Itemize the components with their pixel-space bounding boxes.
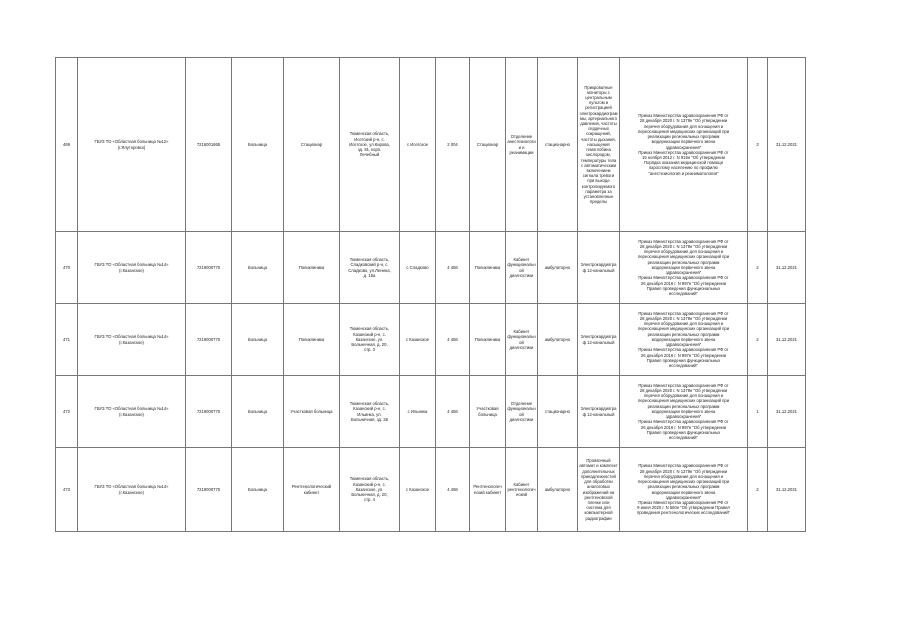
- cell-care-form: [538, 58, 578, 232]
- cell-facility-type: [232, 376, 284, 448]
- row-number-text: 470: [63, 264, 70, 270]
- structural-unit-text: Участковая больница: [290, 408, 333, 414]
- cell-quantity: [748, 304, 768, 376]
- cell-organization-name: [78, 376, 186, 448]
- row-number-text: 472: [63, 408, 70, 414]
- inn-code-text: 7219000770: [196, 408, 221, 414]
- inn-code-text: 7219000770: [196, 264, 221, 270]
- quantity-text: 1: [756, 408, 759, 414]
- cell-quantity: [748, 448, 768, 532]
- table-row: [56, 376, 806, 448]
- cell-quantity: [748, 58, 768, 232]
- settlement-text: с Исетское: [406, 141, 429, 147]
- cell-structural-unit: [284, 376, 340, 448]
- facility-type-text: Больница: [248, 141, 267, 147]
- cell-row-number: [56, 304, 78, 376]
- cell-department: [506, 58, 538, 232]
- cell-settlement: [400, 448, 436, 532]
- cell-row-number: [56, 376, 78, 448]
- cell-organization-name: [78, 304, 186, 376]
- cell-subunit: [470, 376, 506, 448]
- inn-code-text: 7219000770: [196, 486, 221, 492]
- cell-subunit: [470, 304, 506, 376]
- settlement-text: с Ильинка: [407, 408, 428, 414]
- cell-equipment-name: [578, 304, 620, 376]
- cell-subunit: [470, 232, 506, 304]
- organization-name-text: ГБУЗ ТО «Областная больница №14» (г.Казанское): [94, 334, 169, 345]
- organization-name-text: ГБУЗ ТО «Областная больница №14» (г.Казанское): [94, 484, 169, 495]
- cell-inn-code: [186, 448, 232, 532]
- facility-type-text: Больница: [248, 264, 267, 270]
- department-text: Отделение анестезиологи и и реанимации: [507, 134, 536, 155]
- cell-equipment-name: [578, 58, 620, 232]
- care-form-text: амбулаторно: [544, 336, 571, 342]
- equipment-name-text: Прикроватные мониторы с центральным пультом и регистрацией электрокардиограм мы, артериального давления, частоты сердечных сокращений, частоты дыхания, насыщения гемоглобина кислородом, температуры тела с автоматическим включением сигнала тревоги при выходе контролируемого параметра за установленные пределы: [579, 84, 618, 205]
- cell-quantity: [748, 376, 768, 448]
- cell-equipment-name: [578, 376, 620, 448]
- address-text: Тюменская область, Сладковский р-н, с. Сладково, ул.Ленина, д. 15а: [348, 257, 391, 278]
- cell-organization-name: [78, 58, 186, 232]
- cell-structural-unit: [284, 58, 340, 232]
- deadline-date-text: 31.12.2021: [776, 486, 797, 492]
- department-text: Кабинет рентгенологич еский: [507, 481, 536, 498]
- subunit-text: Рентгенологич еский кабинет: [473, 484, 502, 495]
- population-text: 4 468: [447, 408, 458, 414]
- cell-population: [436, 376, 470, 448]
- settlement-text: с Казанское: [405, 336, 430, 342]
- cell-inn-code: [186, 232, 232, 304]
- cell-equipment-name: [578, 232, 620, 304]
- deadline-date-text: 31.12.2021: [776, 336, 797, 342]
- cell-deadline-date: [768, 376, 806, 448]
- cell-population: [436, 58, 470, 232]
- row-number-text: 471: [63, 336, 70, 342]
- population-text: 4 468: [447, 486, 458, 492]
- cell-settlement: [400, 232, 436, 304]
- regulatory-docs-text: Приказ Министерства здравоохранения РФ от 28 декабря 2020 г. N 1379н "Об утверждении перечня оборудования для оснащения и переоснащения медицинских организаций при реализации региональных программ модернизации первичного звена здравоохранения" Приказ Министерства здравоохранения РФ от 26 декабря 2016 г. N 997н "Об утверждении Правил проведения функциональных исследований": [637, 310, 730, 368]
- organization-name-text: ГБУЗ ТО «Областная больница №12» (г.Ялуторовск): [94, 139, 169, 150]
- cell-department: [506, 304, 538, 376]
- inn-code-text: 7216001665: [196, 141, 221, 147]
- cell-subunit: [470, 448, 506, 532]
- cell-row-number: [56, 448, 78, 532]
- cell-regulatory-docs: [620, 376, 748, 448]
- cell-deadline-date: [768, 448, 806, 532]
- cell-row-number: [56, 232, 78, 304]
- row-number-text: 473: [63, 486, 70, 492]
- cell-regulatory-docs: [620, 58, 748, 232]
- cell-row-number: [56, 58, 78, 232]
- population-text: 4 468: [447, 264, 458, 270]
- cell-regulatory-docs: [620, 304, 748, 376]
- cell-inn-code: [186, 304, 232, 376]
- cell-quantity: [748, 232, 768, 304]
- structural-unit-text: Поликлиника: [298, 264, 325, 270]
- facility-type-text: Больница: [248, 408, 267, 414]
- department-text: Кабинет функциональн ой диагностики: [507, 257, 536, 278]
- care-form-text: амбулаторно: [544, 486, 571, 492]
- department-text: Кабинет функциональн ой диагностики: [507, 329, 536, 350]
- cell-inn-code: [186, 58, 232, 232]
- cell-deadline-date: [768, 304, 806, 376]
- equipment-name-text: Электрокардиогра ф 12-канальный: [580, 262, 617, 273]
- quantity-text: 2: [756, 264, 759, 270]
- care-form-text: стационарно: [545, 408, 570, 414]
- quantity-text: 2: [756, 486, 759, 492]
- organization-name-text: ГБУЗ ТО «Областная больница №14» (г.Казанское): [94, 262, 169, 273]
- cell-address: [340, 58, 400, 232]
- cell-organization-name: [78, 232, 186, 304]
- quantity-text: 2: [756, 336, 759, 342]
- care-form-text: стационарно: [545, 141, 570, 147]
- deadline-date-text: 31.12.2021: [776, 141, 797, 147]
- equipment-name-text: Электрокардиогра ф 12-канальный: [580, 406, 617, 417]
- cell-facility-type: [232, 232, 284, 304]
- cell-facility-type: [232, 304, 284, 376]
- settlement-text: с Казанское: [405, 486, 430, 492]
- cell-facility-type: [232, 448, 284, 532]
- subunit-text: Участковая больница: [476, 406, 499, 417]
- facility-type-text: Больница: [248, 336, 267, 342]
- cell-address: [340, 304, 400, 376]
- quantity-text: 3: [756, 141, 759, 147]
- cell-deadline-date: [768, 232, 806, 304]
- cell-population: [436, 232, 470, 304]
- subunit-text: Поликлиника: [474, 336, 501, 342]
- cell-regulatory-docs: [620, 448, 748, 532]
- table-row: [56, 58, 806, 232]
- cell-address: [340, 232, 400, 304]
- table-row: [56, 232, 806, 304]
- cell-regulatory-docs: [620, 232, 748, 304]
- structural-unit-text: Рентгенологический кабинет: [291, 484, 332, 495]
- population-text: 4 468: [447, 336, 458, 342]
- cell-settlement: [400, 58, 436, 232]
- cell-address: [340, 448, 400, 532]
- cell-department: [506, 376, 538, 448]
- structural-unit-text: Поликлиника: [298, 336, 325, 342]
- cell-address: [340, 376, 400, 448]
- settlement-text: с Сладково: [406, 264, 429, 270]
- cell-subunit: [470, 58, 506, 232]
- table-row: [56, 448, 806, 532]
- cell-care-form: [538, 376, 578, 448]
- regulatory-docs-text: Приказ Министерства здравоохранения РФ от 28 декабря 2020 г. N 1379н "Об утверждении перечня оборудования для оснащения и переоснащения медицинских организаций при реализации региональных программ модернизации первичного звена здравоохранения" Приказ Министерства здравоохранения РФ от 15 ноября 2012 г. N 919н "Об утверждении Порядка оказания медицинской помощи взрослому населению по профилю "анестезиология и реаниматология": [637, 113, 730, 176]
- facility-type-text: Больница: [248, 486, 267, 492]
- address-text: Тюменская область, Казанский р-н, с. Казанское, ул. Больничная, д. 20, стр. 3: [349, 326, 390, 353]
- organization-name-text: ГБУЗ ТО «Областная больница №14» (г.Казанское): [94, 406, 169, 417]
- cell-structural-unit: [284, 448, 340, 532]
- cell-structural-unit: [284, 232, 340, 304]
- cell-settlement: [400, 376, 436, 448]
- cell-structural-unit: [284, 304, 340, 376]
- cell-equipment-name: [578, 448, 620, 532]
- equipment-name-text: Проявочный автомат и комплект дополнительных принадлежностей для обработки аналоговых изображений на рентгеновской пленке или система для компьютерной радиографии: [579, 458, 618, 521]
- cell-inn-code: [186, 376, 232, 448]
- cell-population: [436, 304, 470, 376]
- regulatory-docs-text: Приказ Министерства здравоохранения РФ от 28 декабря 2020 г. N 1379н "Об утверждении перечня оборудования для оснащения и переоснащения медицинских организаций при реализации региональных программ модернизации первичного звена здравоохранения" Приказ Министерства здравоохранения РФ от 9 июня 2020 г. N 560н "Об утверждении Правил проведения рентгенологических исследований": [636, 463, 731, 516]
- cell-deadline-date: [768, 58, 806, 232]
- care-form-text: амбулаторно: [544, 264, 571, 270]
- address-text: Тюменская область, Исетский р-н, с. Исетское, ул.Кирова, зд. 81, корп. Лечебный: [349, 131, 390, 158]
- deadline-date-text: 31.12.2021: [776, 408, 797, 414]
- deadline-date-text: 31.12.2021: [776, 264, 797, 270]
- subunit-text: Стационар: [476, 141, 499, 147]
- address-text: Тюменская область, Казанский р-н, с. Ильинка, ул. Больничная, зд. 38: [349, 401, 390, 422]
- department-text: Отделение функциональн ой диагностики: [507, 401, 536, 422]
- regulatory-docs-text: Приказ Министерства здравоохранения РФ от 28 декабря 2020 г. N 1379н "Об утверждении перечня оборудования для оснащения и переоснащения медицинских организаций при реализации региональных программ модернизации первичного звена здравоохранения" Приказ Министерства здравоохранения РФ от 26 декабря 2016 г. N 997н "Об утверждении Правил проведения функциональных исследований": [637, 238, 730, 296]
- cell-facility-type: [232, 58, 284, 232]
- population-text: 2 004: [447, 141, 458, 147]
- cell-care-form: [538, 232, 578, 304]
- cell-organization-name: [78, 448, 186, 532]
- regulatory-docs-text: Приказ Министерства здравоохранения РФ от 28 декабря 2020 г. N 1379н "Об утверждении перечня оборудования для оснащения и переоснащения медицинских организаций при реализации региональных программ модернизации первичного звена здравоохранения" Приказ Министерства здравоохранения РФ от 26 декабря 2016 г. N 997н "Об утверждении Правил проведения функциональных исследований": [637, 382, 730, 440]
- cell-care-form: [538, 304, 578, 376]
- row-number-text: 469: [63, 141, 70, 147]
- address-text: Тюменская область, Казанский р-н, с. Казанское, ул. Больничная, д. 20, стр. 4: [349, 476, 390, 503]
- structural-unit-text: Стационар: [300, 141, 323, 147]
- cell-population: [436, 448, 470, 532]
- inn-code-text: 7219000770: [196, 336, 221, 342]
- equipment-name-text: Электрокардиогра ф 12-канальный: [580, 334, 617, 345]
- cell-settlement: [400, 304, 436, 376]
- table-row: [56, 304, 806, 376]
- subunit-text: Поликлиника: [474, 264, 501, 270]
- cell-department: [506, 232, 538, 304]
- cell-care-form: [538, 448, 578, 532]
- cell-department: [506, 448, 538, 532]
- equipment-table: [55, 57, 806, 532]
